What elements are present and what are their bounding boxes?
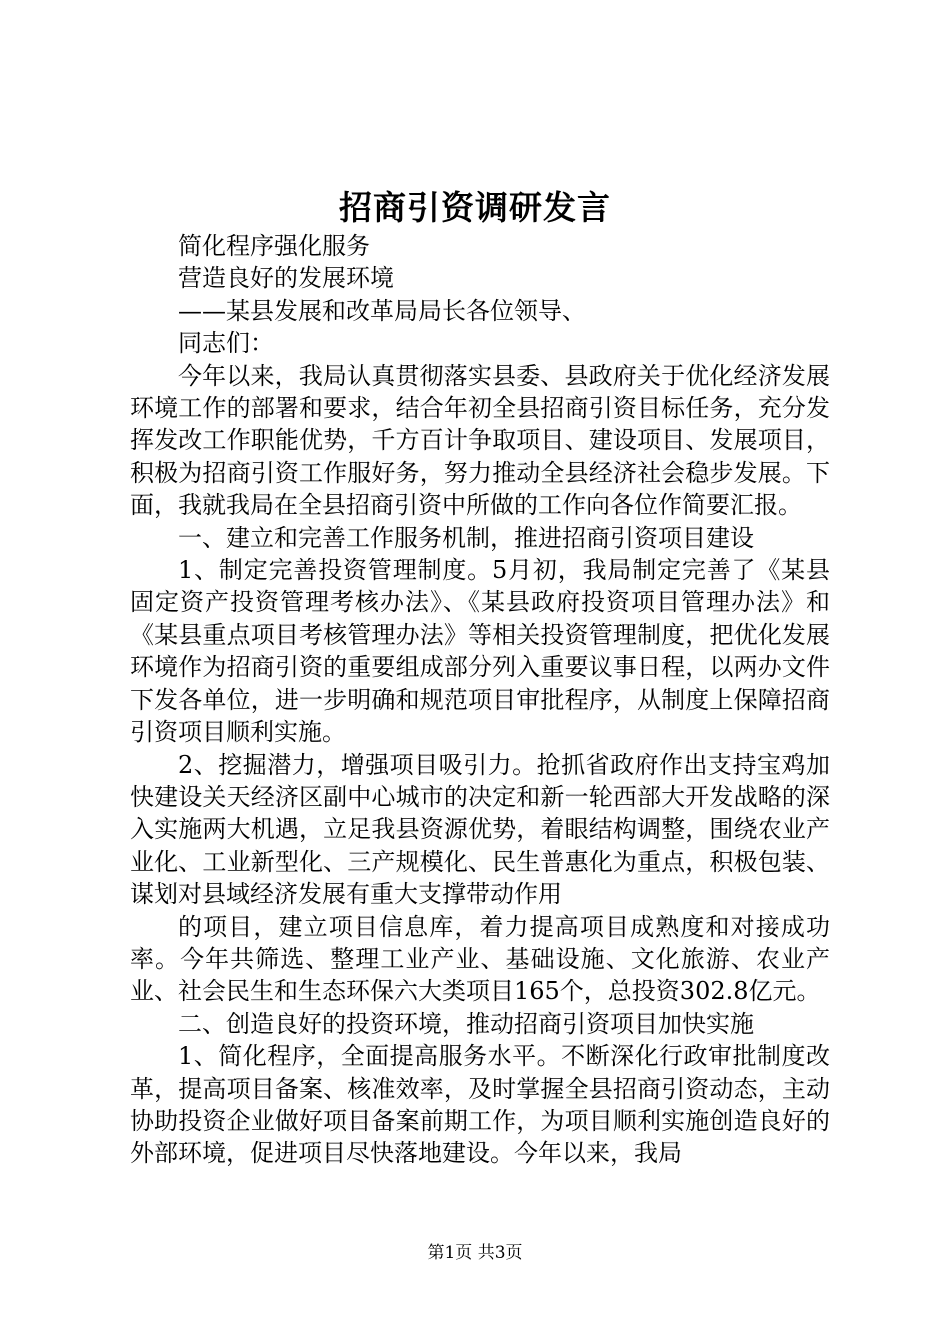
section-heading-1: 一、建立和完善工作服务机制，推进招商引资项目建设 [178, 523, 754, 552]
page-footer: 第1页 共3页 [427, 1243, 523, 1263]
paragraph-1-2-continued: 的项目，建立项目信息库，着力提高项目成熟度和对接成功率。今年共筛选、整理工业产业、基础设施、文化旅游、农业产业、社会民生和生态环保六大类项目165个，总投资302.8亿元。 [130, 912, 830, 1006]
section-heading-2: 二、创造良好的投资环境，推动招商引资项目加快实施 [178, 1009, 754, 1038]
document-title: 招商引资调研发言 [339, 188, 611, 227]
paragraph-1-2: 2、挖掘潜力，增强项目吸引力。抢抓省政府作出支持宝鸡加快建设关天经济区副中心城市的决定和新一轮西部大开发战略的深入实施两大机遇，立足我县资源优势，着眼结构调整，围绕农业产业化、工业新型化、三产规模化、民生普惠化为重点，积极包装、谋划对县域经济发展有重大支撑带动作用 [130, 750, 830, 909]
intro-paragraph: 今年以来，我局认真贯彻落实县委、县政府关于优化经济发展环境工作的部署和要求，结合年初全县招商引资目标任务，充分发挥发改工作职能优势，千方百计争取项目、建设项目、发展项目，积极为招商引资工作服好务，努力推动全县经济社会稳步发展。下面，我就我局在全县招商引资中所做的工作向各位作简要汇报。 [130, 361, 830, 520]
speaker-line: ——某县发展和改革局局长各位领导、 [178, 296, 586, 325]
document-body [130, 230, 830, 1170]
paragraph-2-1: 1、简化程序，全面提高服务水平。不断深化行政审批制度改革，提高项目备案、核准效率，及时掌握全县招商引资动态，主动协助投资企业做好项目备案前期工作，为项目顺利实施创造良好的外部环境，促进项目尽快落地建设。今年以来，我局 [130, 1042, 830, 1168]
salutation: 同志们： [178, 329, 274, 358]
paragraph-1-1: 1、制定完善投资管理制度。5月初，我局制定完善了《某县固定资产投资管理考核办法》、《某县政府投资项目管理办法》和《某县重点项目考核管理办法》等相关投资管理制度，把优化发展环境作为招商引资的重要组成部分列入重要议事日程，以两办文件下发各单位，进一步明确和规范项目审批程序，从制度上保障招商引资项目顺利实施。 [130, 556, 830, 747]
subtitle-line-1: 简化程序强化服务 [178, 232, 370, 260]
subtitle-line-2: 营造良好的发展环境 [178, 264, 394, 293]
